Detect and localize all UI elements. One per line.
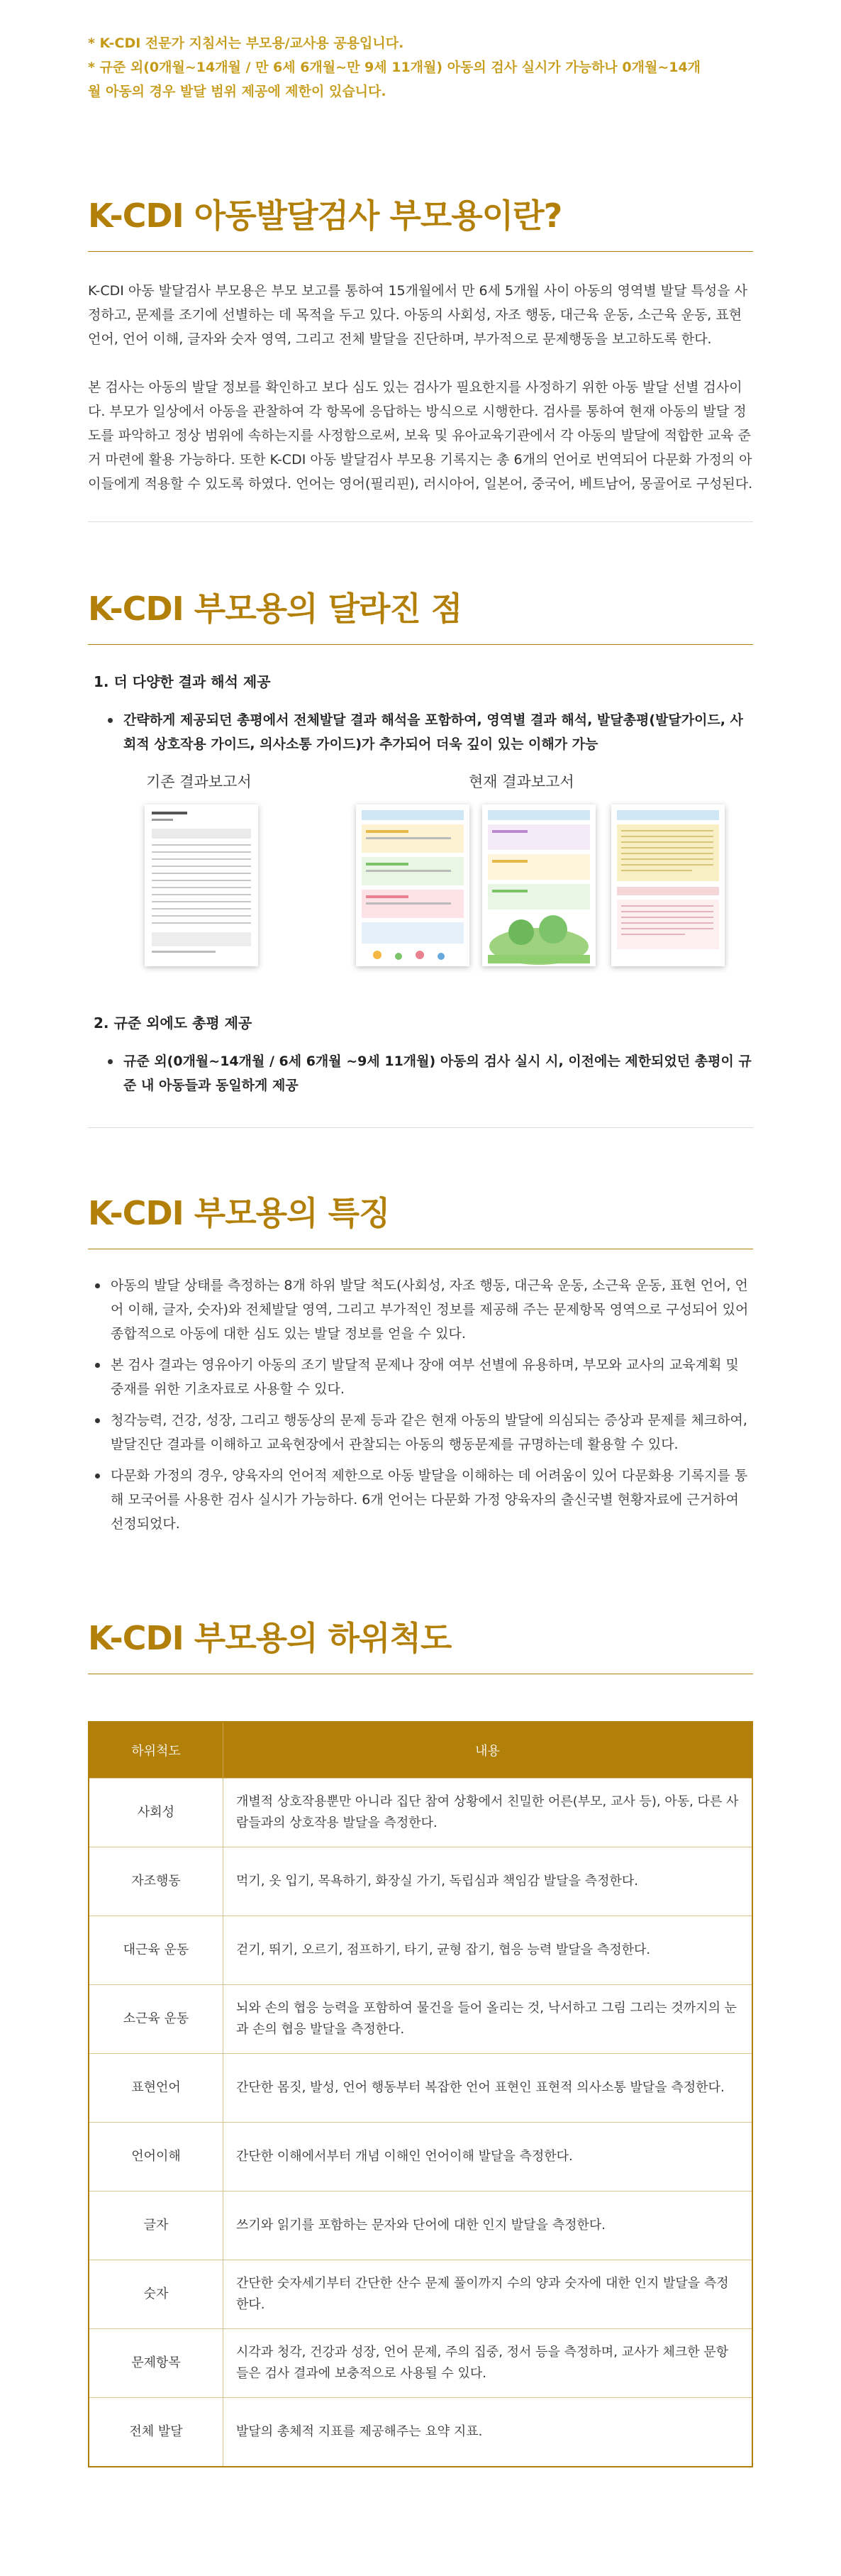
table-row <box>89 2191 752 2260</box>
old-report-thumbnail <box>145 805 258 966</box>
table-row <box>89 1985 752 2054</box>
change-bullet: 규준 외(0개월~14개월 / 6세 6개월 ~9세 11개월) 아동의 검사 실시 시, 이전에는 제한되었던 총평이 규준 내 아동들과 동일하게 제공 <box>108 1049 753 1098</box>
scale-name: 언어이해 <box>89 2123 223 2191</box>
table-row <box>89 1916 752 1985</box>
header-scale: 하위척도 <box>89 1722 223 1779</box>
new-report-thumbnail <box>611 805 725 966</box>
notice-block <box>88 31 753 104</box>
scale-desc: 시각과 청각, 건강과 성장, 언어 문제, 주의 집중, 정서 등을 측정하며, 교사가 체크한 문항들은 검사 결과에 보충적으로 사용될 수 있다. <box>223 2329 753 2398</box>
section-title-subscales: K-CDI 부모용의 하위척도 <box>88 1613 753 1674</box>
new-report-label: 현재 결과보고서 <box>469 773 574 790</box>
list-item: 청각능력, 건강, 성장, 그리고 행동상의 문제 등과 같은 현재 아동의 발달에 의심되는 증상과 문제를 체크하여, 발달진단 결과를 이해하고 교육현장에서 관찰되는 아동의 행동문제를 규명하는데 활용할 수 있다. <box>95 1408 753 1456</box>
change-heading: 2. 규준 외에도 총평 제공 <box>94 1015 252 1032</box>
section-title-features: K-CDI 부모용의 특징 <box>88 1188 753 1249</box>
old-report-label: 기존 결과보고서 <box>146 773 252 790</box>
scale-desc: 먹기, 옷 입기, 목욕하기, 화장실 가기, 독립심과 책임감 발달을 측정한다. <box>223 1847 753 1916</box>
scale-desc: 뇌와 손의 협응 능력을 포함하여 물건을 들어 올리는 것, 낙서하고 그림 그리는 것까지의 눈과 손의 협응 발달을 측정한다. <box>223 1985 753 2054</box>
scale-desc: 발달의 총체적 지표를 제공해주는 요약 지표. <box>223 2398 753 2467</box>
table-header-row <box>89 1722 752 1779</box>
scale-name: 자조행동 <box>89 1847 223 1916</box>
list-item: 아동의 발달 상태를 측정하는 8개 하위 발달 척도(사회성, 자조 행동, 대근육 운동, 소근육 운동, 표현 언어, 언어 이해, 글자, 숫자)와 전체발달 영역, 그리고 부가적인 정보를 제공해 주는 문제항목 영역으로 구성되어 있어 종합적으로 아동에 대한 심도 있는 발달 정보를 얻을 수 있다. <box>95 1273 753 1346</box>
scale-name: 글자 <box>89 2191 223 2260</box>
new-report-thumbnail <box>356 805 469 966</box>
new-report-thumbnail <box>482 805 596 966</box>
scale-name: 전체 발달 <box>89 2398 223 2467</box>
notice-line: * 규준 외(0개월~14개월 / 만 6세 6개월~만 9세 11개월) 아동의 검사 실시가 가능하나 0개월~14개 <box>88 60 701 75</box>
intro-paragraph: 본 검사는 아동의 발달 정보를 확인하고 보다 심도 있는 검사가 필요한지를 사정하기 위한 아동 발달 선별 검사이다. 부모가 일상에서 아동을 관찰하여 각 항목에 응답하는 방식으로 시행한다. 검사를 통하여 현재 아동의 발달 정도를 파악하고 정상 범위에 속하는지를 사정함으로써, 보육 및 유아교육기관에서 각 아동의 발달에 적합한 교육 준거 마련에 활용 가능하다. 또한 K-CDI 아동 발달검사 부모용 기록지는 총 6개의 언어로 번역되어 다문화 가정의 아이들에게 적용할 수 있도록 하였다. 언어는 영어(필리핀), 러시아어, 일본어, 중국어, 베트남어, 몽골어로 구성된다. <box>88 380 753 492</box>
page-container <box>88 0 753 2467</box>
scale-desc: 걷기, 뛰기, 오르기, 점프하기, 타기, 균형 잡기, 협응 능력 발달을 측정한다. <box>223 1916 753 1985</box>
table-row <box>89 1847 752 1916</box>
change-bullet: 간략하게 제공되던 총평에서 전체발달 결과 해석을 포함하여, 영역별 결과 해석, 발달총평(발달가이드, 사회적 상호작용 가이드, 의사소통 가이드)가 추가되어 더욱 깊이 있는 이해가 가능 <box>108 708 753 756</box>
scale-desc: 간단한 숫자세기부터 간단한 산수 문제 풀이까지 수의 양과 숫자에 대한 인지 발달을 측정한다. <box>223 2260 753 2329</box>
scale-desc: 간단한 몸짓, 발성, 언어 행동부터 복잡한 언어 표현인 표현적 의사소통 발달을 측정한다. <box>223 2054 753 2123</box>
scale-name: 표현언어 <box>89 2054 223 2123</box>
feature-list <box>88 1273 753 1536</box>
table-row <box>89 1779 752 1847</box>
header-content: 내용 <box>223 1722 753 1779</box>
divider <box>88 521 753 522</box>
scale-name: 숫자 <box>89 2260 223 2329</box>
notice-line: 월 아동의 경우 발달 범위 제공에 제한이 있습니다. <box>88 84 386 99</box>
subscale-table <box>88 1721 753 2467</box>
table-row <box>89 2123 752 2191</box>
scale-name: 소근육 운동 <box>89 1985 223 2054</box>
scale-name: 대근육 운동 <box>89 1916 223 1985</box>
notice-line: * K-CDI 전문가 지침서는 부모용/교사용 공용입니다. <box>88 35 404 51</box>
list-item: 본 검사 결과는 영유아기 아동의 조기 발달적 문제나 장애 여부 선별에 유용하며, 부모와 교사의 교육계획 및 중재를 위한 기초자료로 사용할 수 있다. <box>95 1353 753 1401</box>
section-title-changes: K-CDI 부모용의 달라진 점 <box>88 583 753 645</box>
table-row <box>89 2260 752 2329</box>
section-title-intro: K-CDI 아동발달검사 부모용이란? <box>88 190 753 252</box>
divider <box>88 1127 753 1128</box>
report-comparison <box>88 765 753 978</box>
scale-desc: 쓰기와 읽기를 포함하는 문자와 단어에 대한 인지 발달을 측정한다. <box>223 2191 753 2260</box>
change-heading: 1. 더 다양한 결과 해석 제공 <box>94 673 271 690</box>
scale-desc: 간단한 이해에서부터 개념 이해인 언어이해 발달을 측정한다. <box>223 2123 753 2191</box>
table-row <box>89 2398 752 2467</box>
scale-name: 문제항목 <box>89 2329 223 2398</box>
table-row <box>89 2054 752 2123</box>
scale-name: 사회성 <box>89 1779 223 1847</box>
table-row <box>89 2329 752 2398</box>
scale-desc: 개별적 상호작용뿐만 아니라 집단 참여 상황에서 친밀한 어른(부모, 교사 등), 아동, 다른 사람들과의 상호작용 발달을 측정한다. <box>223 1779 753 1847</box>
list-item: 다문화 가정의 경우, 양육자의 언어적 제한으로 아동 발달을 이해하는 데 어려움이 있어 다문화용 기록지를 통해 모국어를 사용한 검사 실시가 가능하다. 6개 언어는 다문화 가정 양육자의 출신국별 현황자료에 근거하여 선정되었다. <box>95 1464 753 1536</box>
intro-paragraph: K-CDI 아동 발달검사 부모용은 부모 보고를 통하여 15개월에서 만 6세 5개월 사이 아동의 영역별 발달 특성을 사정하고, 문제를 조기에 선별하는 데 목적을 두고 있다. 아동의 사회성, 자조 행동, 대근육 운동, 소근육 운동, 표현 언어, 언어 이해, 글자와 숫자 영역, 그리고 전체 발달을 진단하며, 부가적으로 문제행동을 보고하도록 한다. <box>88 283 747 347</box>
